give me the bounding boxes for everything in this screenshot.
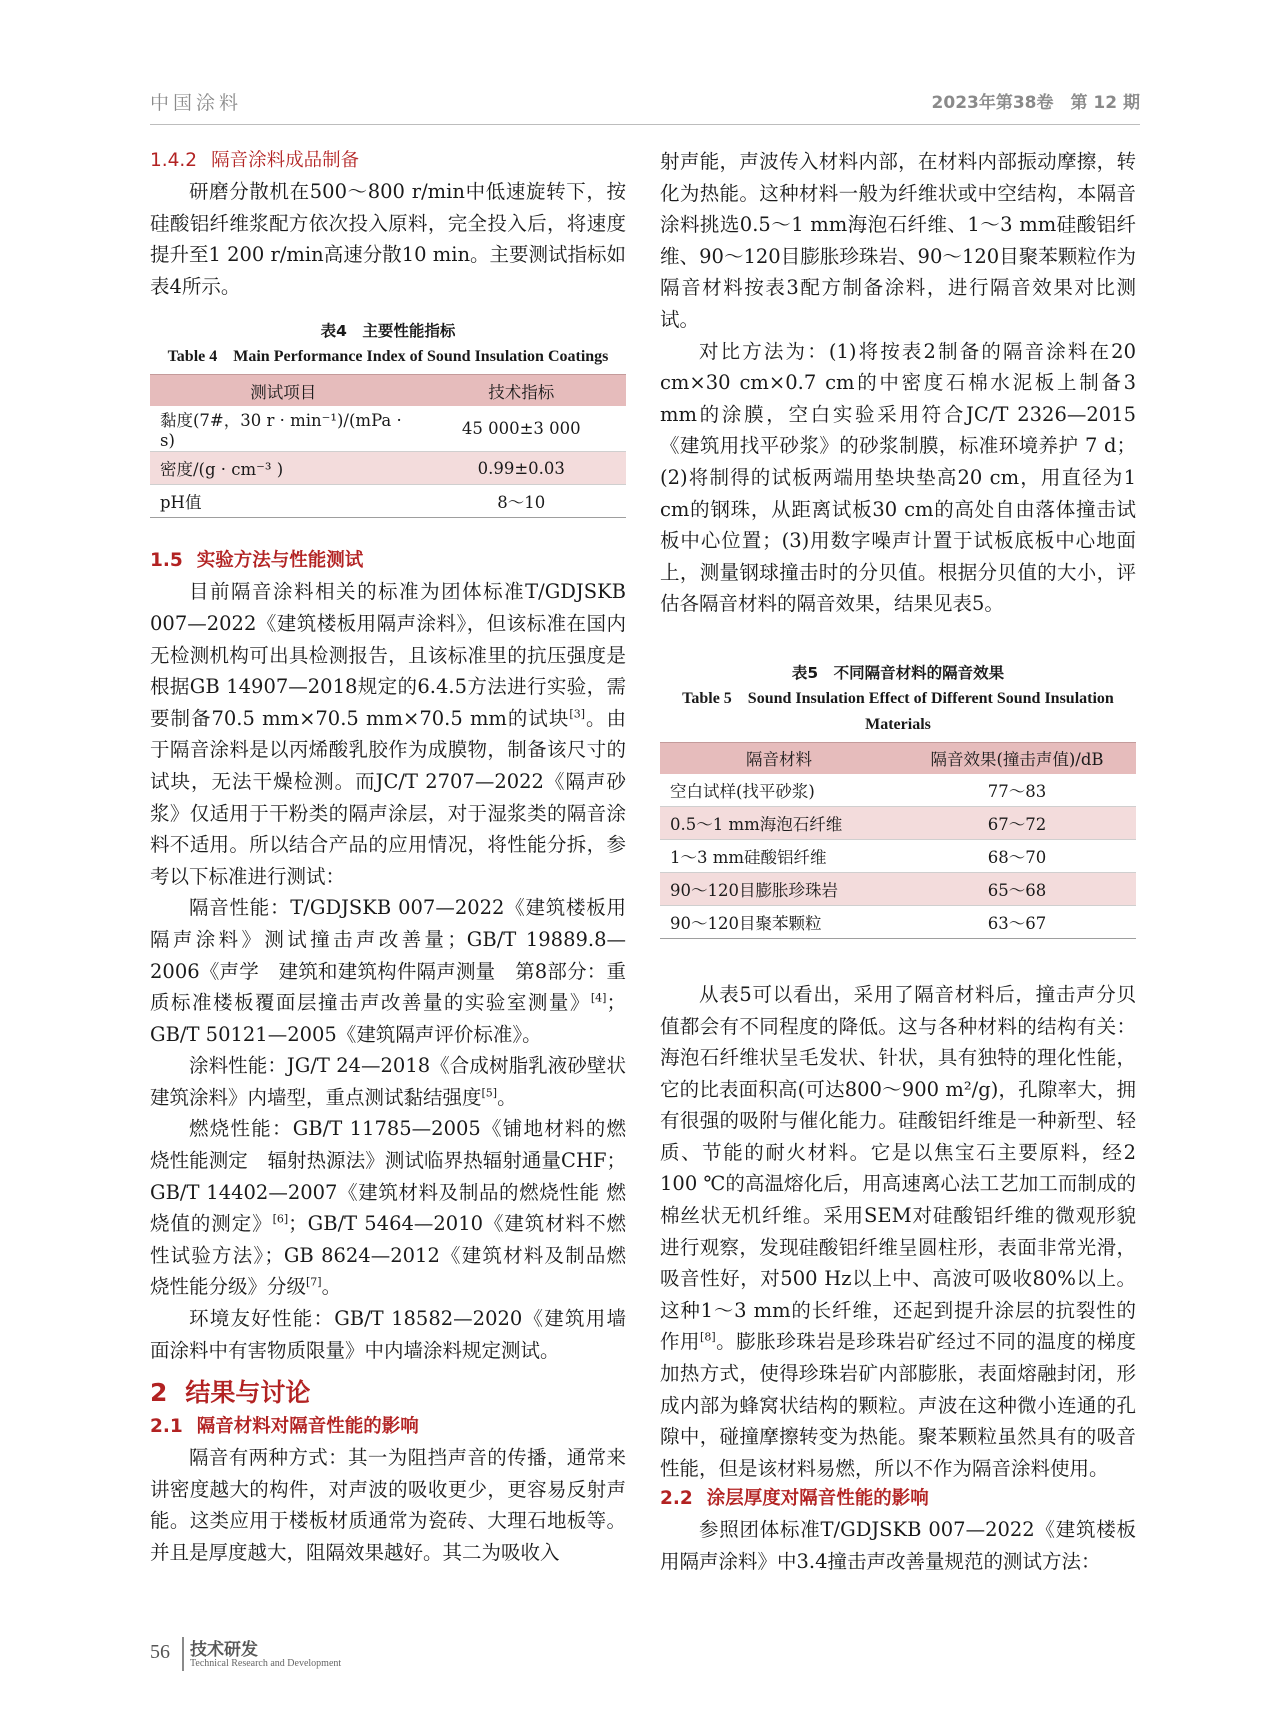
table-cell: 黏度(7#，30 r · min⁻¹)/(mPa · s) bbox=[150, 406, 417, 452]
footer-section-en: Technical Research and Development bbox=[190, 1658, 342, 1669]
footer-divider bbox=[182, 1637, 184, 1671]
page-header bbox=[150, 88, 1140, 122]
table-cell: 0.5～1 mm海泡石纤维 bbox=[660, 806, 898, 839]
table-cell: pH值 bbox=[150, 485, 417, 518]
page-number: 56 bbox=[150, 1641, 170, 1663]
table-header-cell: 隔音效果(撞击声值)/dB bbox=[898, 742, 1136, 774]
table-row bbox=[660, 806, 1136, 839]
paragraph: 从表5可以看出，采用了隔音材料后，撞击声分贝值都会有不同程度的降低。这与各种材料的结构有关：海泡石纤维状呈毛发状、针状，具有独特的理化性能，它的比表面积高(可达800～900 m²/g)，孔隙率大，拥有很强的吸附与催化能力。硅酸铝纤维是一种新型、轻质、节能的耐火材料。它是以焦宝石主要原料，经2 100 ℃的高温熔化后，用高速离心法工艺加工而制成的棉丝状无机纤维。采用SEM对硅酸铝纤维的微观形貌进行观察，发现硅酸铝纤维呈圆柱形，表面非常光滑，吸音性好，对500 Hz以上中、高波可吸收80%以上。这种1～3 mm的长纤维，还起到提升涂层的抗裂性的作用[8]。膨胀珍珠岩是珍珠岩矿经过不同的温度的梯度加热方式，使得珍珠岩矿内部膨胀，表面熔融封闭，形成内部为蜂窝状结构的颗粒。声波在这种微小连通的孔隙中，碰撞摩擦转变为热能。聚苯颗粒虽然具有的吸音性能，但是该材料易燃，所以不作为隔音涂料使用。 bbox=[660, 982, 1136, 1480]
paragraph: 射声能，声波传入材料内部，在材料内部振动摩擦，转化为热能。这种材料一般为纤维状或中空结构，本隔音涂料挑选0.5～1 mm海泡石纤维、1～3 mm硅酸铝纤维、90～120目膨胀珍珠岩、90～120目聚苯颗粒作为隔音材料按表3配方制备涂料，进行隔音效果对比测试。 bbox=[660, 150, 1136, 331]
table-cell: 45 000±3 000 bbox=[417, 406, 626, 452]
table-cell: 63～67 bbox=[898, 905, 1136, 938]
table-cell: 1～3 mm硅酸铝纤维 bbox=[660, 839, 898, 872]
paragraph: 对比方法为：(1)将按表2制备的隔音涂料在20 cm×30 cm×0.7 cm的中密度石棉水泥板上制备3 mm的涂膜，空白实验采用符合JC/T 2326—2015《建筑用找平砂浆》的砂浆制膜，标准环境养护 7 d；(2)将制得的试板两端用垫块垫高20 cm，用直径为1 cm的钢珠，从距离试板30 cm的高处自由落体撞击试板中心位置；(3)用数字噪声计置于试板底板中心地面上，测量钢球撞击时的分贝值。根据分贝值的大小，评估各隔音材料的隔音效果，结果见表5。 bbox=[660, 339, 1136, 616]
paragraph: 隔音性能：T/GDJSKB 007—2022《建筑楼板用隔声涂料》测试撞击声改善量；GB/T 19889.8—2006《声学 建筑和建筑构件隔声测量 第8部分：重质标准楼板覆面层撞击声改善量的实验室测量》[4]；GB/T 50121—2005《建筑隔声评价标准》。 bbox=[150, 896, 626, 1046]
table-cell: 0.99±0.03 bbox=[417, 452, 626, 485]
table-cell: 68～70 bbox=[898, 839, 1136, 872]
paragraph: 燃烧性能：GB/T 11785—2005《铺地材料的燃烧性能测定 辐射热源法》测试临界热辐射通量CHF；GB/T 14402—2007《建筑材料及制品的燃烧性能 燃烧值的测定》[6]；GB/T 5464—2010《建筑材料不燃性试验方法》；GB 8624—2012《建筑材料及制品燃烧性能分级》分级[7]。 bbox=[150, 1117, 626, 1299]
journal-name: 中国涂料 bbox=[150, 92, 243, 114]
right-column bbox=[660, 146, 1136, 1578]
section-heading-1-5: 1.5 实验方法与性能测试 bbox=[150, 550, 364, 572]
paragraph: 参照团体标准T/GDJSKB 007—2022《建筑楼板用隔声涂料》中3.4撞击声改善量规范的测试方法： bbox=[660, 1518, 1136, 1573]
paragraph: 隔音有两种方式：其一为阻挡声音的传播，通常来讲密度越大的构件，对声波的吸收更少，更容易反射声能。这类应用于楼板材质通常为瓷砖、大理石地板等。并且是厚度越大，阻隔效果越好。其二为吸收入 bbox=[150, 1446, 626, 1564]
table-row bbox=[660, 839, 1136, 872]
table4-caption-en: Table 4 Main Performance Index of Sound Insulation Coatings bbox=[167, 348, 609, 366]
table5-caption-zh: 表5 不同隔音材料的隔音效果 bbox=[791, 663, 1005, 682]
issue-info: 2023年第38卷 第 12 期 bbox=[931, 93, 1140, 113]
table-row bbox=[150, 406, 626, 452]
table-header-cell: 测试项目 bbox=[150, 375, 417, 407]
header-divider bbox=[150, 124, 1140, 125]
table5-caption-en: Table 5 Sound Insulation Effect of Different Sound Insulation Materials bbox=[682, 689, 1114, 733]
paragraph: 涂料性能：JG/T 24—2018《合成树脂乳液砂壁状建筑涂料》内墙型，重点测试黏结强度[5]。 bbox=[150, 1054, 626, 1109]
table-cell: 90～120目聚苯颗粒 bbox=[660, 905, 898, 938]
table-cell: 密度/(g · cm⁻³ ) bbox=[150, 452, 417, 485]
section-heading-2-1: 2.1 隔音材料对隔音性能的影响 bbox=[150, 1416, 419, 1438]
section-heading-2: 2 结果与讨论 bbox=[150, 1378, 311, 1408]
table-cell: 65～68 bbox=[898, 872, 1136, 905]
paragraph: 目前隔音涂料相关的标准为团体标准T/GDJSKB 007—2022《建筑楼板用隔声涂料》，但该标准在国内无检测机构可出具检测报告，且该标准里的抗压强度是根据GB 14907—2018规定的6.4.5方法进行实验，需要制备70.5 mm×70.5 mm×70.5 mm的试块[3]。由于隔音涂料是以丙烯酸乳胶作为成膜物，制备该尺寸的试块，无法干燥检测。而JC/T 2707—2022《隔声砂浆》仅适用于干粉类的隔声涂层，对于湿浆类的隔音涂料不适用。所以结合产品的应用情况，将性能分拆，参考以下标准进行测试： bbox=[150, 580, 626, 888]
table-header-cell: 技术指标 bbox=[417, 375, 626, 407]
table-row bbox=[660, 774, 1136, 807]
paragraph: 环境友好性能：GB/T 18582—2020《建筑用墙面涂料中有害物质限量》中内墙涂料规定测试。 bbox=[150, 1307, 626, 1362]
table4-caption-zh: 表4 主要性能指标 bbox=[320, 322, 456, 341]
paragraph: 研磨分散机在500～800 r/min中低速旋转下，按硅酸铝纤维浆配方依次投入原料，完全投入后，将速度提升至1 200 r/min高速分散10 min。主要测试指标如表4所示。 bbox=[150, 180, 626, 298]
table-cell: 77～83 bbox=[898, 774, 1136, 807]
table-cell: 空白试样(找平砂浆) bbox=[660, 774, 898, 807]
section-heading-2-2: 2.2 涂层厚度对隔音性能的影响 bbox=[660, 1488, 929, 1510]
section-heading-1-4-2: 1.4.2 隔音涂料成品制备 bbox=[150, 150, 360, 171]
footer-section-zh: 技术研发 bbox=[190, 1640, 258, 1660]
table-cell: 90～120目膨胀珍珠岩 bbox=[660, 872, 898, 905]
table-row bbox=[150, 485, 626, 518]
left-column bbox=[150, 146, 626, 1569]
table-cell: 67～72 bbox=[898, 806, 1136, 839]
table4 bbox=[150, 374, 626, 518]
table-row bbox=[150, 452, 626, 485]
table-row bbox=[660, 905, 1136, 938]
table-row bbox=[660, 872, 1136, 905]
table5 bbox=[660, 742, 1136, 939]
table-cell: 8～10 bbox=[417, 485, 626, 518]
table-header-cell: 隔音材料 bbox=[660, 742, 898, 774]
